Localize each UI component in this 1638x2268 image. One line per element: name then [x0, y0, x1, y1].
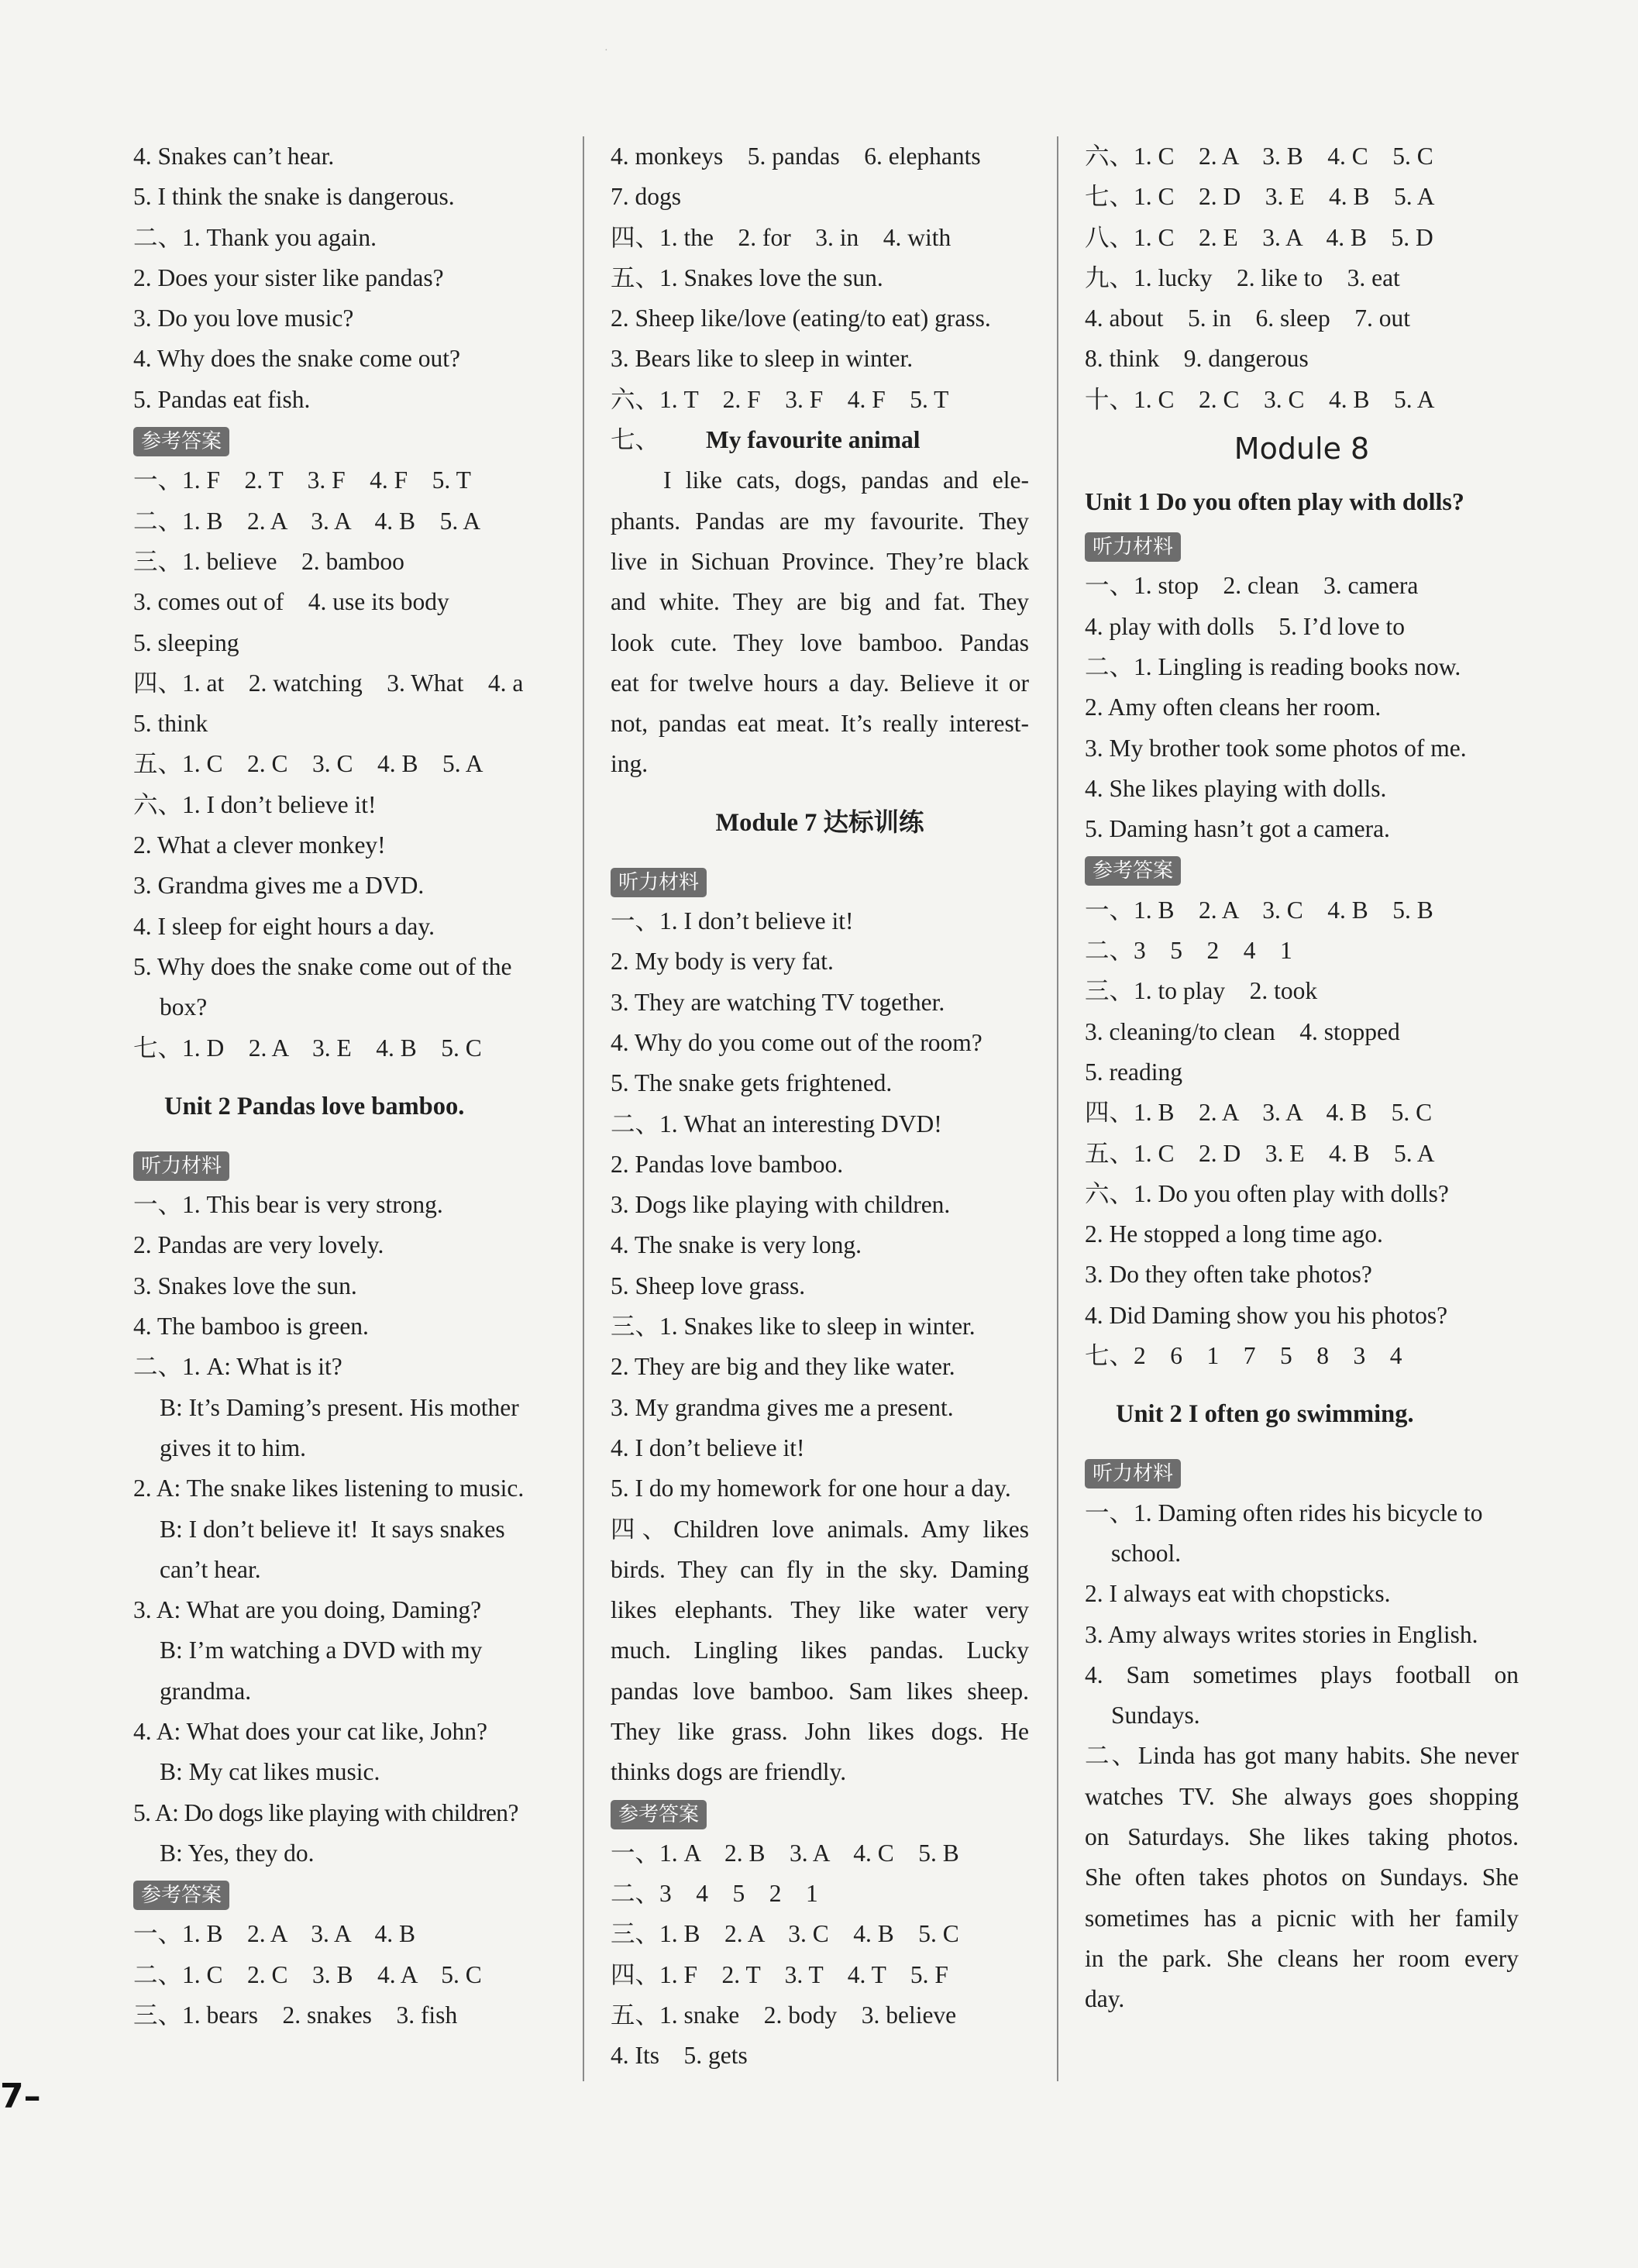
text-line: 五、1. C 2. C 3. C 4. B 5. A: [133, 750, 483, 778]
essay-line: eat for twelve hours a day. Believe it or: [611, 669, 1029, 697]
listening-material-tag: 听力材料: [1085, 532, 1181, 562]
text-line: 九、1. lucky 2. like to 3. eat: [1085, 263, 1400, 291]
passage-line: watches TV. She always goes shopping: [1085, 1782, 1519, 1810]
text-line: 三、1. believe 2. bamboo: [133, 547, 404, 575]
text-line: 3. Dogs like playing with children.: [611, 1191, 951, 1219]
essay-line: phants. Pandas are my favourite. They: [611, 507, 1029, 535]
text-line: B: It’s Daming’s present. His mother: [160, 1393, 519, 1421]
text-line: 四、1. B 2. A 3. A 4. B 5. C: [1085, 1099, 1433, 1127]
passage-line: on Saturdays. She likes taking photos.: [1085, 1822, 1519, 1850]
text-line: 一、1. stop 2. clean 3. camera: [1085, 572, 1419, 600]
scan-mark: ·: [604, 45, 608, 57]
text-line: 七、1. C 2. D 3. E 4. B 5. A: [1085, 183, 1435, 211]
text-line: 六、1. T 2. F 3. F 4. F 5. T: [611, 385, 949, 413]
text-line: 8. think 9. dangerous: [1085, 345, 1309, 373]
text-line: 5. Why does the snake come out of the: [133, 952, 512, 980]
text-line: 2. They are big and they like water.: [611, 1353, 955, 1381]
text-line: 3. A: What are you doing, Daming?: [133, 1596, 482, 1624]
text-line: 5. Sheep love grass.: [611, 1272, 806, 1299]
text-line: 3. Do they often take photos?: [1085, 1261, 1372, 1289]
column-divider: [583, 136, 584, 2081]
text-line: 4. Did Daming show you his photos?: [1085, 1301, 1448, 1329]
text-line: 二、1. C 2. C 3. B 4. A 5. C: [133, 1960, 482, 1988]
text-line: 一、1. F 2. T 3. F 4. F 5. T: [133, 466, 471, 494]
text-line: 2. Pandas love bamboo.: [611, 1150, 844, 1178]
module-heading: Module 8: [1234, 432, 1370, 466]
text-line: 4. monkeys 5. pandas 6. elephants: [611, 143, 981, 170]
text-line: 六、1. Do you often play with dolls?: [1085, 1179, 1449, 1207]
text-line: 六、1. I don’t believe it!: [133, 790, 377, 818]
text-line: 3. Do you love music?: [133, 305, 354, 332]
section-tag-row: [611, 861, 1029, 901]
passage-line: day.: [1085, 1985, 1125, 2013]
passage-line: 二、Linda has got many habits. She never: [1085, 1742, 1519, 1770]
text-line: box?: [160, 993, 208, 1021]
text-line: 5. I do my homework for one hour a day.: [611, 1475, 1011, 1502]
text-line: 3. comes out of 4. use its body: [133, 588, 449, 616]
answer-key-tag: 参考答案: [1085, 856, 1181, 886]
text-line: 4. The bamboo is green.: [133, 1313, 369, 1340]
passage-line: She often takes photos on Sundays. She: [1085, 1864, 1519, 1891]
text-line: 5. reading: [1085, 1058, 1182, 1086]
text-line: 四、1. F 2. T 3. T 4. T 5. F: [611, 1960, 948, 1988]
essay-title-row: [611, 420, 1029, 460]
text-line: 2. Amy often cleans her room.: [1085, 693, 1382, 721]
text-line: 六、1. C 2. A 3. B 4. C 5. C: [1085, 143, 1433, 170]
text-line: 二、1. B 2. A 3. A 4. B 5. A: [133, 507, 481, 535]
text-line: 一、1. Daming often rides his bicycle to: [1085, 1499, 1483, 1526]
column-left: [133, 136, 552, 2036]
text-line: 3. My brother took some photos of me.: [1085, 734, 1467, 762]
section-number: 七、: [611, 426, 660, 454]
text-line: B: I’m watching a DVD with my: [160, 1636, 483, 1664]
text-line: 5. The snake gets frightened.: [611, 1069, 893, 1097]
text-line: 三、1. Snakes like to sleep in winter.: [611, 1313, 976, 1340]
text-line: can’t hear.: [160, 1555, 261, 1583]
section-tag-row: [1085, 849, 1519, 890]
text-line: 4. play with dolls 5. I’d love to: [1085, 612, 1405, 640]
listening-material-tag: 听力材料: [1085, 1459, 1181, 1488]
text-line: Sundays.: [1111, 1702, 1200, 1729]
text-line: 2. My body is very fat.: [611, 948, 834, 976]
text-line: 二、3 4 5 2 1: [611, 1880, 818, 1908]
text-line: 二、1. A: What is it?: [133, 1353, 342, 1381]
passage-line: much. Lingling likes pandas. Lucky: [611, 1636, 1029, 1664]
text-line: 2. He stopped a long time ago.: [1085, 1220, 1383, 1248]
answer-key-tag: 参考答案: [133, 427, 229, 456]
text-line: 二、1. Thank you again.: [133, 223, 377, 251]
passage-line: likes elephants. They like water very: [611, 1596, 1029, 1624]
text-line: 3. Grandma gives me a DVD.: [133, 872, 425, 900]
essay-line: look cute. They love bamboo. Pandas: [611, 628, 1029, 656]
text-line: B: I don’t believe it! It says snakes: [160, 1515, 505, 1543]
essay-line: I like cats, dogs, pandas and ele-: [663, 466, 1029, 494]
essay-title: My favourite animal: [706, 426, 921, 454]
text-line: 5. Daming hasn’t got a camera.: [1085, 815, 1390, 843]
text-line: 八、1. C 2. E 3. A 4. B 5. D: [1085, 223, 1433, 251]
text-line: 五、1. C 2. D 3. E 4. B 5. A: [1085, 1139, 1435, 1167]
answer-key-tag: 参考答案: [611, 1800, 707, 1829]
passage-line: thinks dogs are friendly.: [611, 1758, 847, 1786]
text-line: 2. A: The snake likes listening to music.: [133, 1475, 525, 1502]
text-line: 4. She likes playing with dolls.: [1085, 774, 1387, 802]
passage-line: birds. They can fly in the sky. Daming: [611, 1555, 1029, 1583]
text-line: B: My cat likes music.: [160, 1758, 380, 1786]
text-line: 一、1. This bear is very strong.: [133, 1191, 443, 1219]
text-line: 一、1. B 2. A 3. A 4. B: [133, 1920, 416, 1948]
text-line: 4. Snakes can’t hear.: [133, 143, 335, 170]
text-line: 2. Sheep like/love (eating/to eat) grass.: [611, 305, 991, 332]
text-line: school.: [1111, 1539, 1182, 1567]
text-line: grandma.: [160, 1677, 252, 1705]
section-tag-row: [133, 420, 552, 460]
text-line: 4. Sam sometimes plays football on: [1085, 1661, 1519, 1688]
page-number: 7–: [0, 2077, 41, 2116]
passage-line: 四、Children love animals. Amy likes: [611, 1515, 1029, 1543]
text-line: 4. The snake is very long.: [611, 1231, 862, 1259]
text-line: 3. cleaning/to clean 4. stopped: [1085, 1017, 1400, 1045]
text-line: 五、1. snake 2. body 3. believe: [611, 2001, 957, 2029]
text-line: 四、1. at 2. watching 3. What 4. a: [133, 669, 524, 697]
section-tag-row: [133, 1874, 552, 1914]
text-line: 4. Its 5. gets: [611, 2042, 748, 2070]
text-line: 七、1. D 2. A 3. E 4. B 5. C: [133, 1034, 482, 1062]
passage-line: in the park. She cleans her room every: [1085, 1944, 1519, 1972]
text-line: 一、1. A 2. B 3. A 4. C 5. B: [611, 1839, 959, 1867]
passage-line: pandas love bamboo. Sam likes sheep.: [611, 1677, 1029, 1705]
unit-heading: Unit 2 I often go swimming.: [1116, 1400, 1414, 1429]
text-line: 一、1. B 2. A 3. C 4. B 5. B: [1085, 896, 1433, 924]
text-line: 2. What a clever monkey!: [133, 831, 386, 859]
text-line: 3. Snakes love the sun.: [133, 1272, 357, 1299]
text-line: 十、1. C 2. C 3. C 4. B 5. A: [1085, 385, 1435, 413]
text-line: 2. Does your sister like pandas?: [133, 263, 444, 291]
text-line: 5. Pandas eat fish.: [133, 385, 311, 413]
section-tag-row: [133, 1144, 552, 1185]
listening-material-tag: 听力材料: [611, 868, 707, 897]
text-line: B: Yes, they do.: [160, 1839, 315, 1867]
text-line: 二、3 5 2 4 1: [1085, 937, 1292, 965]
text-line: 5. I think the snake is dangerous.: [133, 183, 455, 211]
module-test-heading: Module 7 达标训练: [715, 808, 924, 837]
text-line: 4. about 5. in 6. sleep 7. out: [1085, 305, 1410, 332]
essay-line: ing.: [611, 750, 649, 778]
text-line: gives it to him.: [160, 1433, 306, 1461]
text-line: 5. think: [133, 710, 208, 738]
section-tag-row: [1085, 1452, 1519, 1492]
text-line: 4. Why do you come out of the room?: [611, 1028, 982, 1056]
section-tag-row: [611, 1793, 1029, 1833]
text-line: 4. I sleep for eight hours a day.: [133, 912, 435, 940]
text-line: 7. dogs: [611, 183, 682, 211]
unit-heading: Unit 2 Pandas love bamboo.: [164, 1092, 465, 1120]
passage-line: sometimes has a picnic with her family: [1085, 1904, 1519, 1932]
listening-material-tag: 听力材料: [133, 1151, 229, 1181]
text-line: 5. sleeping: [133, 628, 239, 656]
unit-heading: Unit 1 Do you often play with dolls?: [1085, 487, 1464, 516]
text-line: 3. Amy always writes stories in English.: [1085, 1620, 1478, 1648]
section-tag-row: [1085, 525, 1519, 566]
text-line: 二、1. What an interesting DVD!: [611, 1110, 942, 1137]
essay-line: not, pandas eat meat. It’s really interest-: [611, 710, 1029, 738]
text-line: 一、1. I don’t believe it!: [611, 907, 854, 935]
column-divider: [1057, 136, 1058, 2081]
answer-key-tag: 参考答案: [133, 1881, 229, 1910]
text-line: 2. I always eat with chopsticks.: [1085, 1580, 1391, 1608]
text-line: 七、2 6 1 7 5 8 3 4: [1085, 1342, 1402, 1370]
text-line: 三、1. to play 2. took: [1085, 977, 1318, 1005]
column-right: [1085, 136, 1519, 2019]
text-line: 3. My grandma gives me a present.: [611, 1393, 954, 1421]
text-line: 3. Bears like to sleep in winter.: [611, 345, 914, 373]
text-line: 5. A: Do dogs like playing with children?: [133, 1798, 518, 1826]
text-line: 五、1. Snakes love the sun.: [611, 263, 883, 291]
text-line: 三、1. B 2. A 3. C 4. B 5. C: [611, 1920, 959, 1948]
column-middle: [611, 136, 1029, 2077]
text-line: 四、1. the 2. for 3. in 4. with: [611, 223, 951, 251]
text-line: 二、1. Lingling is reading books now.: [1085, 652, 1461, 680]
essay-line: and white. They are big and fat. They: [611, 588, 1029, 616]
text-line: 2. Pandas are very lovely.: [133, 1231, 384, 1259]
text-line: 3. They are watching TV together.: [611, 988, 945, 1016]
text-line: 三、1. bears 2. snakes 3. fish: [133, 2001, 458, 2029]
text-line: 4. A: What does your cat like, John?: [133, 1717, 487, 1745]
text-line: 4. Why does the snake come out?: [133, 345, 460, 373]
text-line: 4. I don’t believe it!: [611, 1433, 805, 1461]
passage-line: They like grass. John likes dogs. He: [611, 1717, 1029, 1745]
essay-line: live in Sichuan Province. They’re black: [611, 547, 1029, 575]
